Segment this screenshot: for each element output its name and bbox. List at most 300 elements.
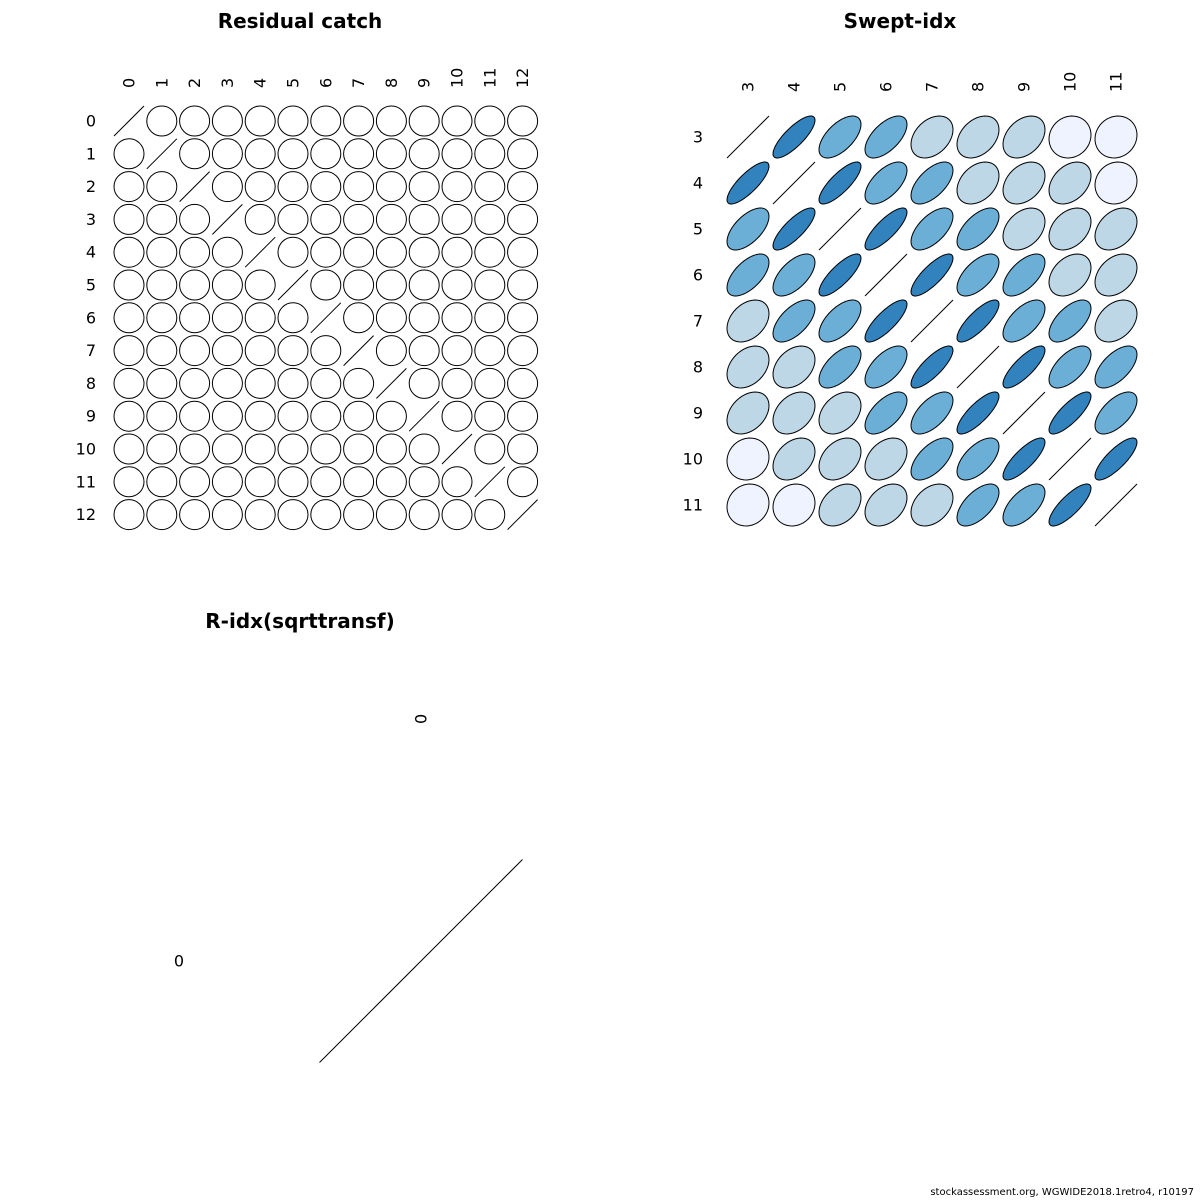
correlation-ellipse [376, 303, 406, 333]
correlation-ellipse [114, 139, 144, 169]
correlation-ellipse [245, 204, 275, 234]
correlation-ellipse [475, 270, 505, 300]
correlation-ellipse [773, 484, 815, 526]
correlation-ellipse [727, 162, 769, 204]
correlation-ellipse [278, 336, 308, 366]
diagonal-mark [442, 434, 472, 464]
correlation-ellipse [344, 368, 374, 398]
correlation-ellipse [1095, 300, 1137, 342]
correlation-ellipse [1049, 484, 1091, 526]
diagonal-mark [344, 336, 374, 366]
column-label: 2 [185, 77, 205, 88]
correlation-ellipse [114, 237, 144, 267]
correlation-ellipse [147, 500, 177, 530]
correlation-ellipse [344, 303, 374, 333]
correlation-ellipse [911, 392, 953, 434]
correlation-ellipse [475, 172, 505, 202]
correlation-ellipse [508, 368, 538, 398]
correlation-ellipse [773, 254, 815, 296]
correlation-ellipse [245, 467, 275, 497]
correlation-ellipse [180, 467, 210, 497]
correlation-ellipse [147, 303, 177, 333]
correlation-ellipse [180, 434, 210, 464]
correlation-ellipse [278, 401, 308, 431]
correlation-ellipse [311, 270, 341, 300]
correlation-ellipse [212, 237, 242, 267]
row-label: 11 [75, 472, 96, 492]
correlation-ellipse [147, 270, 177, 300]
row-label: 10 [75, 439, 96, 459]
correlation-ellipse [180, 204, 210, 234]
correlation-ellipse [114, 172, 144, 202]
correlation-ellipse [278, 368, 308, 398]
correlation-ellipse [865, 438, 907, 480]
correlation-ellipse [376, 500, 406, 530]
row-label: 4 [692, 173, 703, 193]
correlation-ellipse [114, 434, 144, 464]
correlation-ellipse [376, 106, 406, 136]
correlation-ellipse [957, 392, 999, 434]
correlation-ellipse [114, 368, 144, 398]
correlation-ellipse [1003, 208, 1045, 250]
correlation-ellipse [508, 467, 538, 497]
correlation-ellipse [773, 116, 815, 158]
correlation-ellipse [1003, 346, 1045, 388]
correlation-ellipse [409, 336, 439, 366]
column-label: 8 [381, 77, 401, 88]
correlation-ellipse [212, 467, 242, 497]
correlation-ellipse [1095, 346, 1137, 388]
column-label: 3 [217, 77, 237, 88]
column-label: 7 [349, 77, 369, 88]
correlation-ellipse [911, 208, 953, 250]
correlation-ellipse [278, 204, 308, 234]
column-label: 1 [152, 77, 172, 88]
correlation-ellipse [409, 467, 439, 497]
correlation-ellipse [957, 484, 999, 526]
diagonal-mark [409, 401, 439, 431]
correlation-ellipse [773, 208, 815, 250]
correlation-ellipse [212, 106, 242, 136]
correlation-ellipse [1049, 162, 1091, 204]
diagonal-mark [865, 254, 907, 296]
correlation-ellipse [727, 392, 769, 434]
row-label: 3 [692, 127, 703, 147]
correlation-ellipse [727, 254, 769, 296]
correlation-ellipse [278, 434, 308, 464]
diagonal-mark [278, 270, 308, 300]
correlation-ellipse [147, 172, 177, 202]
column-label: 5 [283, 77, 303, 88]
correlation-ellipse [212, 336, 242, 366]
correlation-ellipse [180, 237, 210, 267]
column-label: 5 [830, 81, 850, 92]
correlation-ellipse [311, 336, 341, 366]
row-label: 5 [85, 275, 96, 295]
correlation-ellipse [957, 162, 999, 204]
correlation-ellipse [1095, 254, 1137, 296]
correlation-ellipse [344, 500, 374, 530]
correlation-ellipse [475, 204, 505, 234]
correlation-ellipse [1095, 208, 1137, 250]
correlation-ellipse [212, 368, 242, 398]
correlation-ellipse [245, 368, 275, 398]
row-label: 3 [85, 209, 96, 229]
row-label: 5 [692, 219, 703, 239]
correlation-ellipse [1003, 300, 1045, 342]
diagonal-mark [773, 162, 815, 204]
correlation-ellipse [508, 106, 538, 136]
correlation-ellipse [773, 346, 815, 388]
correlation-ellipse [376, 336, 406, 366]
diagonal-mark [245, 237, 275, 267]
correlation-ellipse [376, 467, 406, 497]
correlation-ellipse [475, 303, 505, 333]
correlation-ellipse [180, 401, 210, 431]
correlation-ellipse [819, 438, 861, 480]
correlation-ellipse [311, 467, 341, 497]
correlation-ellipse [1049, 392, 1091, 434]
correlation-ellipse [508, 401, 538, 431]
correlation-ellipse [865, 392, 907, 434]
correlation-ellipse [819, 254, 861, 296]
correlation-ellipse [212, 303, 242, 333]
correlation-ellipse [475, 500, 505, 530]
column-label: 9 [1014, 81, 1034, 92]
correlation-ellipse [212, 500, 242, 530]
correlation-ellipse [819, 300, 861, 342]
correlation-ellipse [442, 500, 472, 530]
correlation-ellipse [114, 303, 144, 333]
correlation-ellipse [311, 401, 341, 431]
correlation-ellipse [442, 172, 472, 202]
correlation-ellipse [773, 300, 815, 342]
diagonal-mark [475, 467, 505, 497]
correlation-ellipse [311, 237, 341, 267]
correlation-ellipse [1049, 346, 1091, 388]
correlation-ellipse [376, 237, 406, 267]
row-label: 0 [85, 111, 96, 131]
correlation-ellipse [957, 116, 999, 158]
correlation-ellipse [442, 467, 472, 497]
correlation-ellipse [376, 270, 406, 300]
correlation-ellipse [376, 401, 406, 431]
correlation-ellipse [442, 204, 472, 234]
correlation-ellipse [180, 139, 210, 169]
footer-credit: stockassessment.org, WGWIDE2018.1retro4, r10197 [930, 1187, 1194, 1198]
column-label: 6 [876, 81, 896, 92]
diagonal-mark [114, 106, 144, 136]
correlation-ellipse [1095, 162, 1137, 204]
correlation-ellipse [475, 139, 505, 169]
column-label: 8 [968, 81, 988, 92]
row-label: 6 [692, 265, 703, 285]
correlation-ellipse [508, 336, 538, 366]
correlation-ellipse [727, 346, 769, 388]
correlation-ellipse [1095, 116, 1137, 158]
correlation-ellipse [376, 172, 406, 202]
correlation-ellipse [376, 204, 406, 234]
correlation-ellipse [409, 434, 439, 464]
correlation-ellipse [409, 204, 439, 234]
correlation-ellipse [727, 438, 769, 480]
diagonal-mark [212, 204, 242, 234]
column-label: 11 [1106, 71, 1126, 92]
correlation-ellipse [442, 368, 472, 398]
panel-title: Residual catch [217, 9, 383, 33]
panel-3 [174, 609, 523, 1063]
correlation-ellipse [180, 336, 210, 366]
correlation-ellipse [114, 336, 144, 366]
correlation-ellipse [727, 300, 769, 342]
diagonal-mark [311, 303, 341, 333]
row-label: 9 [85, 406, 96, 426]
correlation-ellipse [773, 438, 815, 480]
correlation-ellipse [114, 500, 144, 530]
correlation-ellipse [409, 106, 439, 136]
correlation-ellipse [311, 172, 341, 202]
correlation-ellipse [911, 254, 953, 296]
correlation-ellipse [475, 401, 505, 431]
correlation-ellipse [245, 139, 275, 169]
correlation-ellipse [376, 139, 406, 169]
correlation-ellipse [819, 392, 861, 434]
correlation-ellipse [442, 139, 472, 169]
correlation-ellipse [278, 500, 308, 530]
column-label: 3 [738, 81, 758, 92]
diagonal-mark [376, 368, 406, 398]
correlation-ellipse [376, 434, 406, 464]
correlation-ellipse [114, 467, 144, 497]
correlation-ellipse [819, 346, 861, 388]
correlation-ellipse [508, 204, 538, 234]
correlation-ellipse [344, 106, 374, 136]
correlation-ellipse [344, 270, 374, 300]
correlation-ellipse [245, 336, 275, 366]
correlation-ellipse [865, 208, 907, 250]
correlation-ellipse [245, 401, 275, 431]
correlation-ellipse [311, 368, 341, 398]
correlation-ellipse [442, 270, 472, 300]
correlation-ellipse [911, 162, 953, 204]
correlation-ellipse [212, 139, 242, 169]
correlation-ellipse [819, 484, 861, 526]
panel-2 [683, 9, 1137, 526]
correlation-ellipse [957, 208, 999, 250]
correlation-ellipse [245, 500, 275, 530]
diagonal-mark [320, 860, 523, 1063]
correlation-ellipse [311, 139, 341, 169]
correlation-ellipse [278, 237, 308, 267]
correlation-ellipse [475, 106, 505, 136]
correlation-ellipse [911, 484, 953, 526]
correlation-ellipse [344, 401, 374, 431]
row-label: 1 [85, 144, 96, 164]
correlation-ellipse [819, 116, 861, 158]
correlation-ellipse [1049, 208, 1091, 250]
correlation-ellipse [442, 336, 472, 366]
correlation-ellipse [1095, 392, 1137, 434]
correlation-ellipse [911, 346, 953, 388]
row-label: 8 [692, 357, 703, 377]
row-label: 7 [85, 341, 96, 361]
column-label: 10 [447, 67, 467, 88]
correlation-ellipse [865, 116, 907, 158]
correlation-ellipse [911, 116, 953, 158]
correlation-ellipse [409, 270, 439, 300]
column-label: 0 [119, 77, 139, 88]
correlation-ellipse [278, 172, 308, 202]
correlation-ellipse [180, 270, 210, 300]
correlation-ellipse [344, 204, 374, 234]
correlation-ellipse [180, 106, 210, 136]
correlation-ellipse [508, 270, 538, 300]
correlation-ellipse [475, 368, 505, 398]
correlation-ellipse [114, 270, 144, 300]
row-label: 12 [75, 505, 96, 525]
row-label: 9 [692, 403, 703, 423]
correlation-ellipse [727, 484, 769, 526]
correlation-ellipse [311, 434, 341, 464]
correlation-ellipse [442, 401, 472, 431]
correlation-ellipse [409, 172, 439, 202]
correlation-ellipse [180, 368, 210, 398]
correlation-ellipse [278, 139, 308, 169]
correlation-ellipse [957, 438, 999, 480]
correlation-ellipse [508, 303, 538, 333]
row-label: 2 [85, 177, 96, 197]
correlation-ellipse [147, 401, 177, 431]
correlation-ellipse [278, 106, 308, 136]
column-label: 4 [784, 81, 804, 92]
row-label: 8 [85, 373, 96, 393]
diagonal-mark [819, 208, 861, 250]
correlation-ellipse [475, 434, 505, 464]
correlation-ellipse [508, 139, 538, 169]
diagonal-mark [911, 300, 953, 342]
correlation-ellipse [147, 336, 177, 366]
correlation-ellipse [508, 172, 538, 202]
correlation-ellipse [147, 467, 177, 497]
correlation-ellipse [278, 467, 308, 497]
diagonal-mark [1049, 438, 1091, 480]
column-label: 12 [513, 67, 533, 88]
panel-1 [76, 9, 538, 530]
correlation-ellipse [409, 237, 439, 267]
correlation-ellipse [727, 208, 769, 250]
correlation-ellipse [1003, 484, 1045, 526]
column-label: 10 [1060, 71, 1080, 92]
correlation-ellipse [278, 303, 308, 333]
column-label: 4 [250, 77, 270, 88]
correlation-ellipse [344, 467, 374, 497]
correlation-ellipse [957, 254, 999, 296]
row-label: 7 [692, 311, 703, 331]
correlation-ellipse [212, 401, 242, 431]
correlation-ellipse [1049, 254, 1091, 296]
correlation-ellipse [1003, 162, 1045, 204]
correlation-ellipse [819, 162, 861, 204]
correlation-ellipse [147, 434, 177, 464]
correlation-ellipse [212, 172, 242, 202]
correlation-ellipse [212, 434, 242, 464]
correlation-ellipse [245, 303, 275, 333]
correlation-ellipse [865, 346, 907, 388]
correlation-ellipse [442, 303, 472, 333]
correlation-ellipse [442, 106, 472, 136]
correlation-ellipse [773, 392, 815, 434]
correlation-ellipse [957, 300, 999, 342]
correlation-ellipse [865, 484, 907, 526]
row-label: 11 [682, 495, 703, 515]
correlation-ellipse [180, 303, 210, 333]
correlation-ellipse [344, 139, 374, 169]
row-label: 6 [85, 308, 96, 328]
diagonal-mark [727, 116, 769, 158]
correlation-ellipse [1095, 438, 1137, 480]
correlation-ellipse [180, 500, 210, 530]
correlation-ellipse [1049, 300, 1091, 342]
diagonal-mark [957, 346, 999, 388]
diagonal-mark [180, 172, 210, 202]
correlation-ellipse [212, 270, 242, 300]
correlation-ellipse [245, 434, 275, 464]
correlation-ellipse [911, 438, 953, 480]
correlation-ellipse [508, 434, 538, 464]
diagonal-mark [147, 139, 177, 169]
correlation-ellipse [475, 336, 505, 366]
diagonal-mark [1095, 484, 1137, 526]
correlation-ellipse [311, 204, 341, 234]
correlation-ellipse [245, 172, 275, 202]
correlation-ellipse [1049, 116, 1091, 158]
correlation-ellipse [245, 270, 275, 300]
correlation-ellipse [311, 500, 341, 530]
correlation-ellipse [147, 368, 177, 398]
correlation-ellipse [1003, 438, 1045, 480]
correlation-ellipse [865, 162, 907, 204]
correlation-ellipse [147, 204, 177, 234]
row-label: 0 [173, 951, 184, 971]
diagonal-mark [508, 500, 538, 530]
correlation-ellipse [409, 139, 439, 169]
correlation-ellipse [475, 237, 505, 267]
correlation-ellipse [508, 237, 538, 267]
panel-title: Swept-idx [843, 9, 957, 33]
column-label: 7 [922, 81, 942, 92]
column-label: 0 [411, 713, 431, 724]
correlation-ellipse [1003, 116, 1045, 158]
correlation-ellipse [409, 303, 439, 333]
correlation-ellipse [114, 401, 144, 431]
correlation-ellipse [865, 300, 907, 342]
correlation-ellipse [147, 237, 177, 267]
correlation-ellipse [344, 172, 374, 202]
correlation-ellipse [344, 434, 374, 464]
correlation-ellipse [114, 204, 144, 234]
diagonal-mark [1003, 392, 1045, 434]
panel-title: R-idx(sqrttransf) [205, 609, 395, 633]
correlation-ellipse [344, 237, 374, 267]
correlation-ellipse [147, 106, 177, 136]
row-label: 10 [682, 449, 703, 469]
correlation-ellipse [311, 106, 341, 136]
correlation-ellipse [245, 106, 275, 136]
correlation-ellipse [409, 500, 439, 530]
column-label: 6 [316, 77, 336, 88]
correlation-ellipse [1003, 254, 1045, 296]
column-label: 11 [480, 67, 500, 88]
